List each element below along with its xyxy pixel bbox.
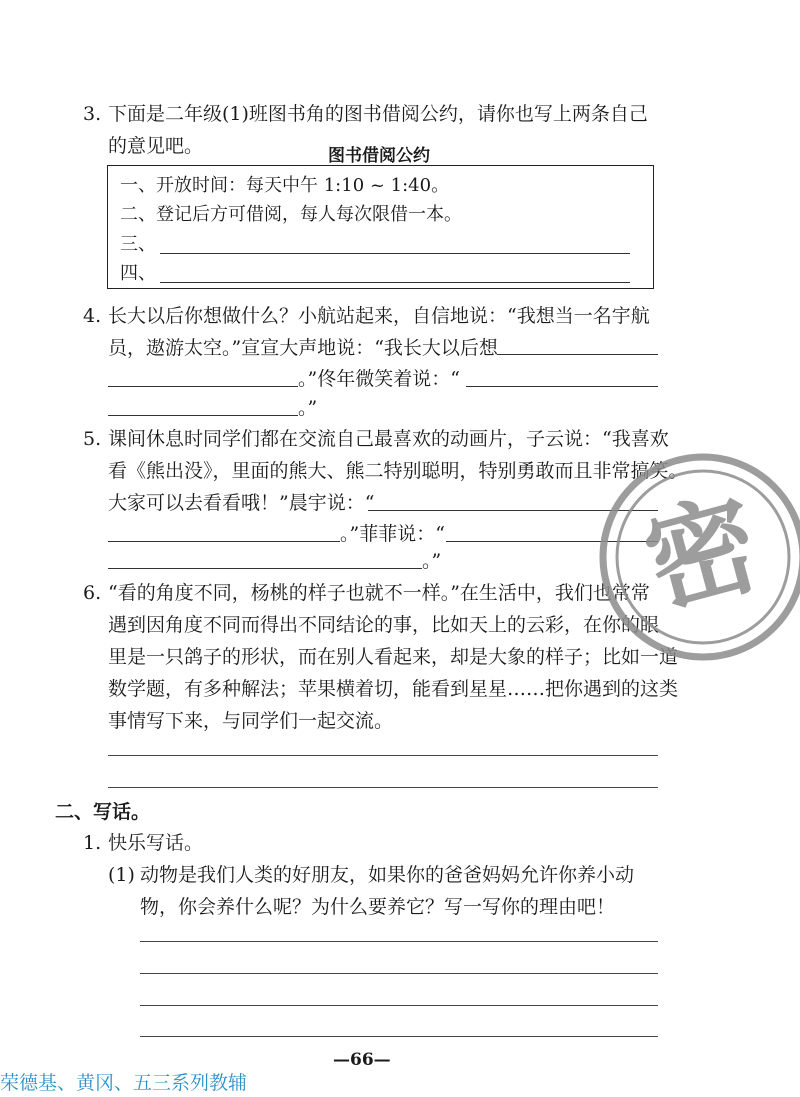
- q6-answer-line-1[interactable]: [108, 755, 658, 756]
- page-number: —66—: [333, 1050, 391, 1070]
- q3-rule-3: 三、: [120, 234, 156, 255]
- secret-seal-stamp: [598, 452, 800, 662]
- q4-number: 4.: [83, 305, 102, 327]
- writing-line-3[interactable]: [140, 1005, 658, 1006]
- section-2-sub-title: 快乐写话。: [108, 832, 204, 854]
- section-2-title: 二、写话。: [55, 801, 151, 823]
- q6-line5: 事情写下来，与同学们一起交流。: [108, 710, 394, 732]
- q6-line1: “看的角度不同，杨桃的样子也就不一样。”在生活中，我们也常常: [108, 582, 650, 604]
- q5-line5: 。”: [422, 550, 442, 572]
- q6-line3: 里是一只鸽子的形状，而在别人看起来，却是大象的样子；比如一道: [108, 646, 679, 668]
- writing-line-4[interactable]: [140, 1036, 658, 1037]
- q3-line1: 下面是二年级(1)班图书角的图书借阅公约，请你也写上两条自己: [108, 103, 648, 125]
- footer-publisher: 荣德基、黄冈、五三系列教辅: [0, 1072, 248, 1094]
- q4-blank-1[interactable]: [497, 354, 658, 355]
- q3-rule-3-blank[interactable]: [160, 253, 630, 254]
- q6-line4: 数学题，有多种解法；苹果横着切，能看到星星……把你遇到的这类: [108, 678, 679, 700]
- q4-line2: 员，遨游太空。”宣宣大声地说：“我长大以后想: [108, 337, 498, 359]
- writing-line-1[interactable]: [140, 941, 658, 942]
- q3-box-title: 图书借阅公约: [328, 146, 430, 166]
- q6-answer-line-2[interactable]: [108, 787, 658, 788]
- q4-blank-3[interactable]: [466, 386, 658, 387]
- q4-line4: 。”: [298, 397, 318, 419]
- q5-line3: 大家可以去看看哦！”晨宇说：“: [108, 492, 375, 514]
- q3-rule-4-blank[interactable]: [160, 282, 630, 283]
- q4-line1: 长大以后你想做什么？小航站起来，自信地说：“我想当一名宇航: [108, 305, 650, 327]
- q6-line2: 遇到因角度不同而得出不同结论的事，比如天上的云彩，在你的眼: [108, 614, 660, 636]
- q3-rule-1: 一、开放时间：每天中午 1:10 ~ 1:40。: [120, 175, 450, 196]
- q3-number: 3.: [83, 103, 102, 125]
- writing-line-2[interactable]: [140, 973, 658, 974]
- q6-number: 6.: [83, 582, 102, 604]
- q5-blank-2[interactable]: [108, 541, 340, 542]
- section-2-part-label: (1): [108, 864, 135, 886]
- q3-line2: 的意见吧。: [108, 135, 204, 157]
- q5-line2: 看《熊出没》，里面的熊大、熊二特别聪明，特别勇敢而且非常搞笑。: [108, 460, 688, 482]
- q5-line1: 课间休息时同学们都在交流自己最喜欢的动画片，子云说：“我喜欢: [108, 428, 669, 450]
- section-2-sub-number: 1.: [83, 832, 102, 854]
- q5-number: 5.: [83, 428, 102, 450]
- section-2-part-line2: 物，你会养什么呢？为什么要养它？写一写你的理由吧！: [140, 896, 616, 918]
- seal-text: 密: [632, 478, 772, 631]
- q5-line4: 。”菲菲说：“: [340, 523, 445, 545]
- q4-blank-2[interactable]: [108, 386, 298, 387]
- q4-blank-4[interactable]: [108, 415, 298, 416]
- q4-line3: 。”佟年微笑着说：“: [298, 368, 460, 390]
- q3-rule-4: 四、: [120, 263, 156, 284]
- q5-blank-4[interactable]: [108, 568, 422, 569]
- q3-rule-2: 二、登记后方可借阅，每人每次限借一本。: [120, 204, 462, 225]
- section-2-part-line1: 动物是我们人类的好朋友，如果你的爸爸妈妈允许你养小动: [140, 864, 635, 886]
